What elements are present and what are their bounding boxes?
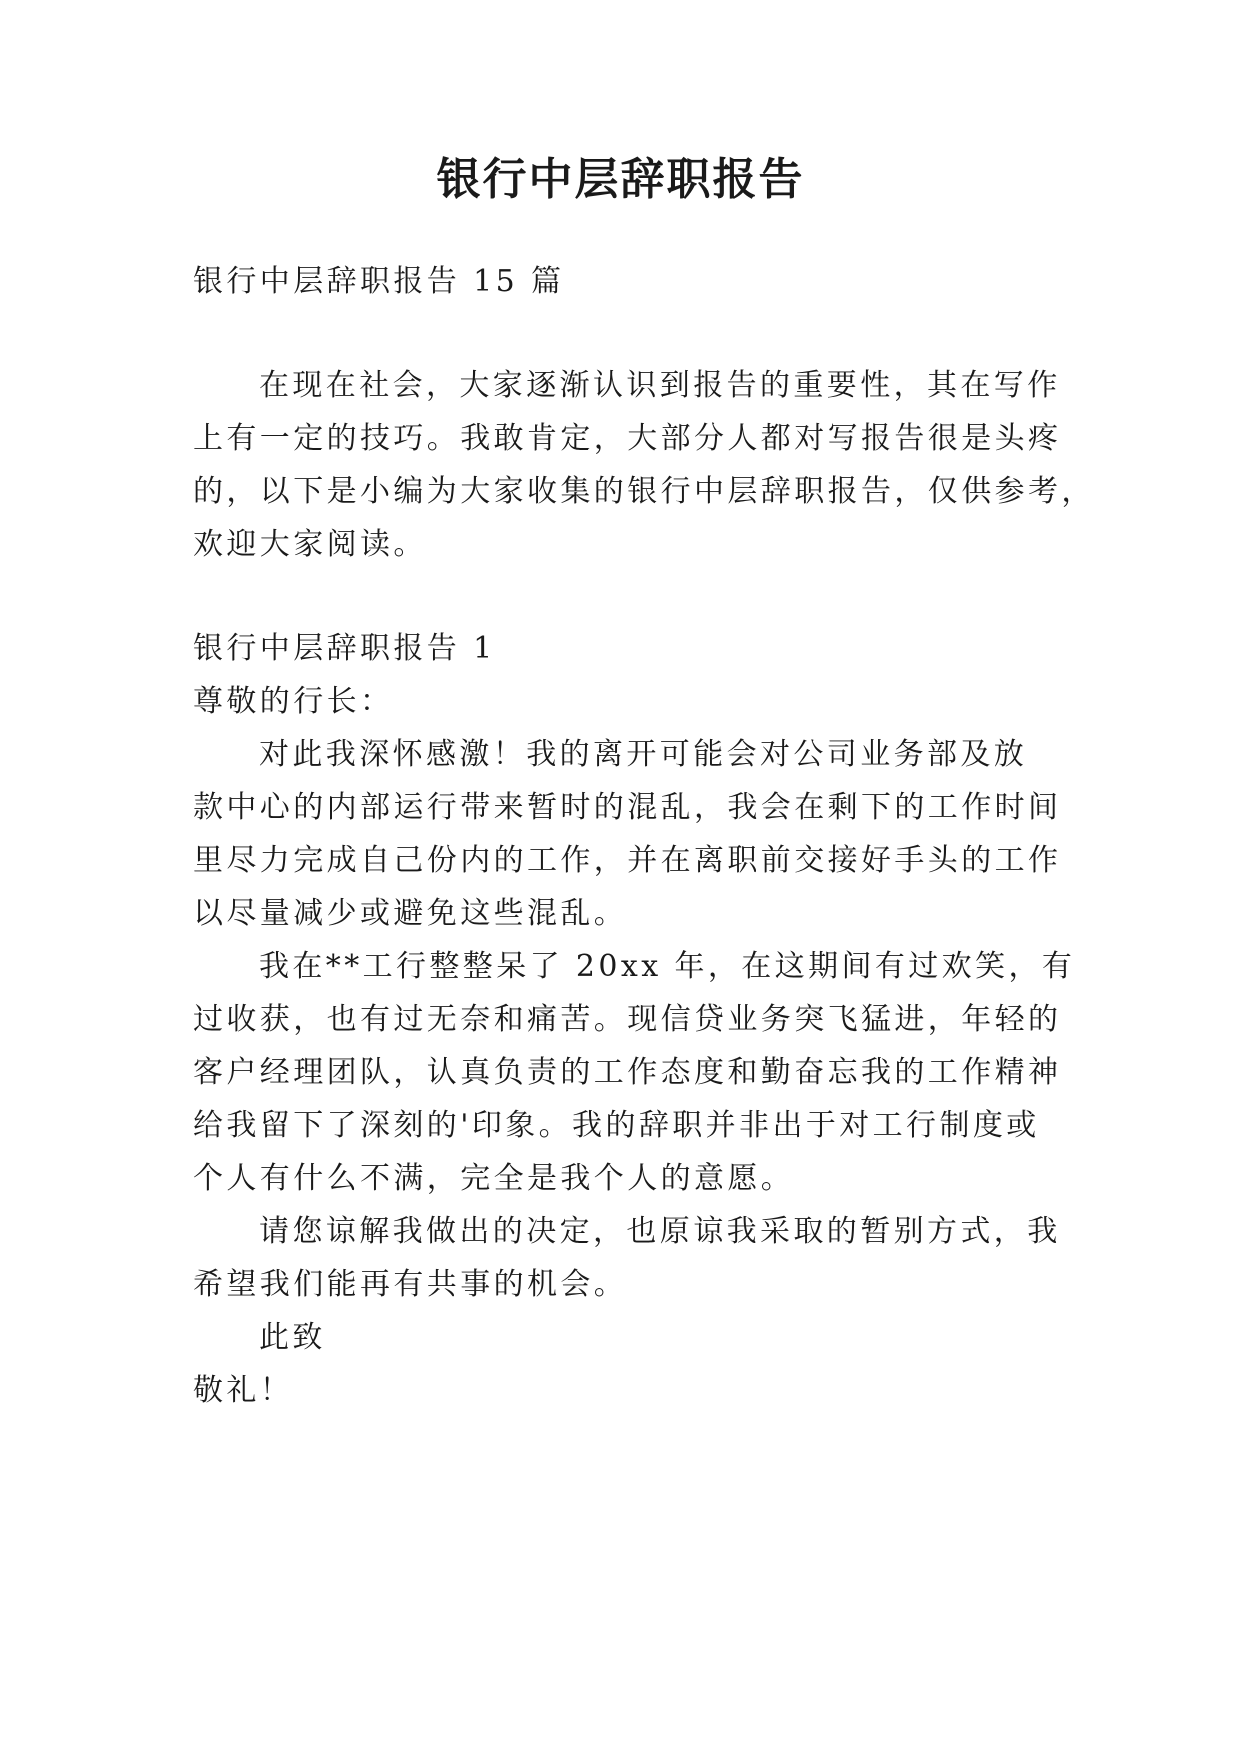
para1-line-3: 里尽力完成自己份内的工作，并在离职前交接好手头的工作 (193, 843, 1062, 878)
salutation: 尊敬的行长： (193, 684, 394, 719)
document-title: 银行中层辞职报告 (436, 154, 805, 205)
intro-line-1: 在现在社会，大家逐渐认识到报告的重要性，其在写作 (259, 368, 1061, 403)
closing-line-2: 敬礼！ (193, 1373, 294, 1408)
para1-line-1: 对此我深怀感激！我的离开可能会对公司业务部及放 (259, 737, 1028, 772)
para1-line-4: 以尽量减少或避免这些混乱。 (193, 896, 628, 931)
para2-line-1: 我在**工行整整呆了 20xx 年，在这期间有过欢笑，有 (259, 949, 1076, 984)
para2-line-5: 个人有什么不满，完全是我个人的意愿。 (193, 1161, 795, 1196)
section-heading: 银行中层辞职报告 1 (193, 631, 496, 666)
para2-line-2: 过收获，也有过无奈和痛苦。现信贷业务突飞猛进，年轻的 (193, 1002, 1062, 1037)
intro-line-3: 的，以下是小编为大家收集的银行中层辞职报告，仅供参考， (193, 474, 1095, 509)
intro-line-4: 欢迎大家阅读。 (193, 527, 427, 562)
document-subtitle: 银行中层辞职报告 15 篇 (193, 264, 565, 299)
para1-line-2: 款中心的内部运行带来暂时的混乱，我会在剩下的工作时间 (193, 790, 1062, 825)
intro-line-2: 上有一定的技巧。我敢肯定，大部分人都对写报告很是头疼 (193, 421, 1062, 456)
closing-line-1: 此致 (259, 1320, 326, 1355)
para2-line-4: 给我留下了深刻的'印象。我的辞职并非出于对工行制度或 (193, 1108, 1040, 1143)
para3-line-2: 希望我们能再有共事的机会。 (193, 1267, 628, 1302)
para3-line-1: 请您谅解我做出的决定，也原谅我采取的暂别方式，我 (259, 1214, 1061, 1249)
para2-line-3: 客户经理团队，认真负责的工作态度和勤奋忘我的工作精神 (193, 1055, 1062, 1090)
